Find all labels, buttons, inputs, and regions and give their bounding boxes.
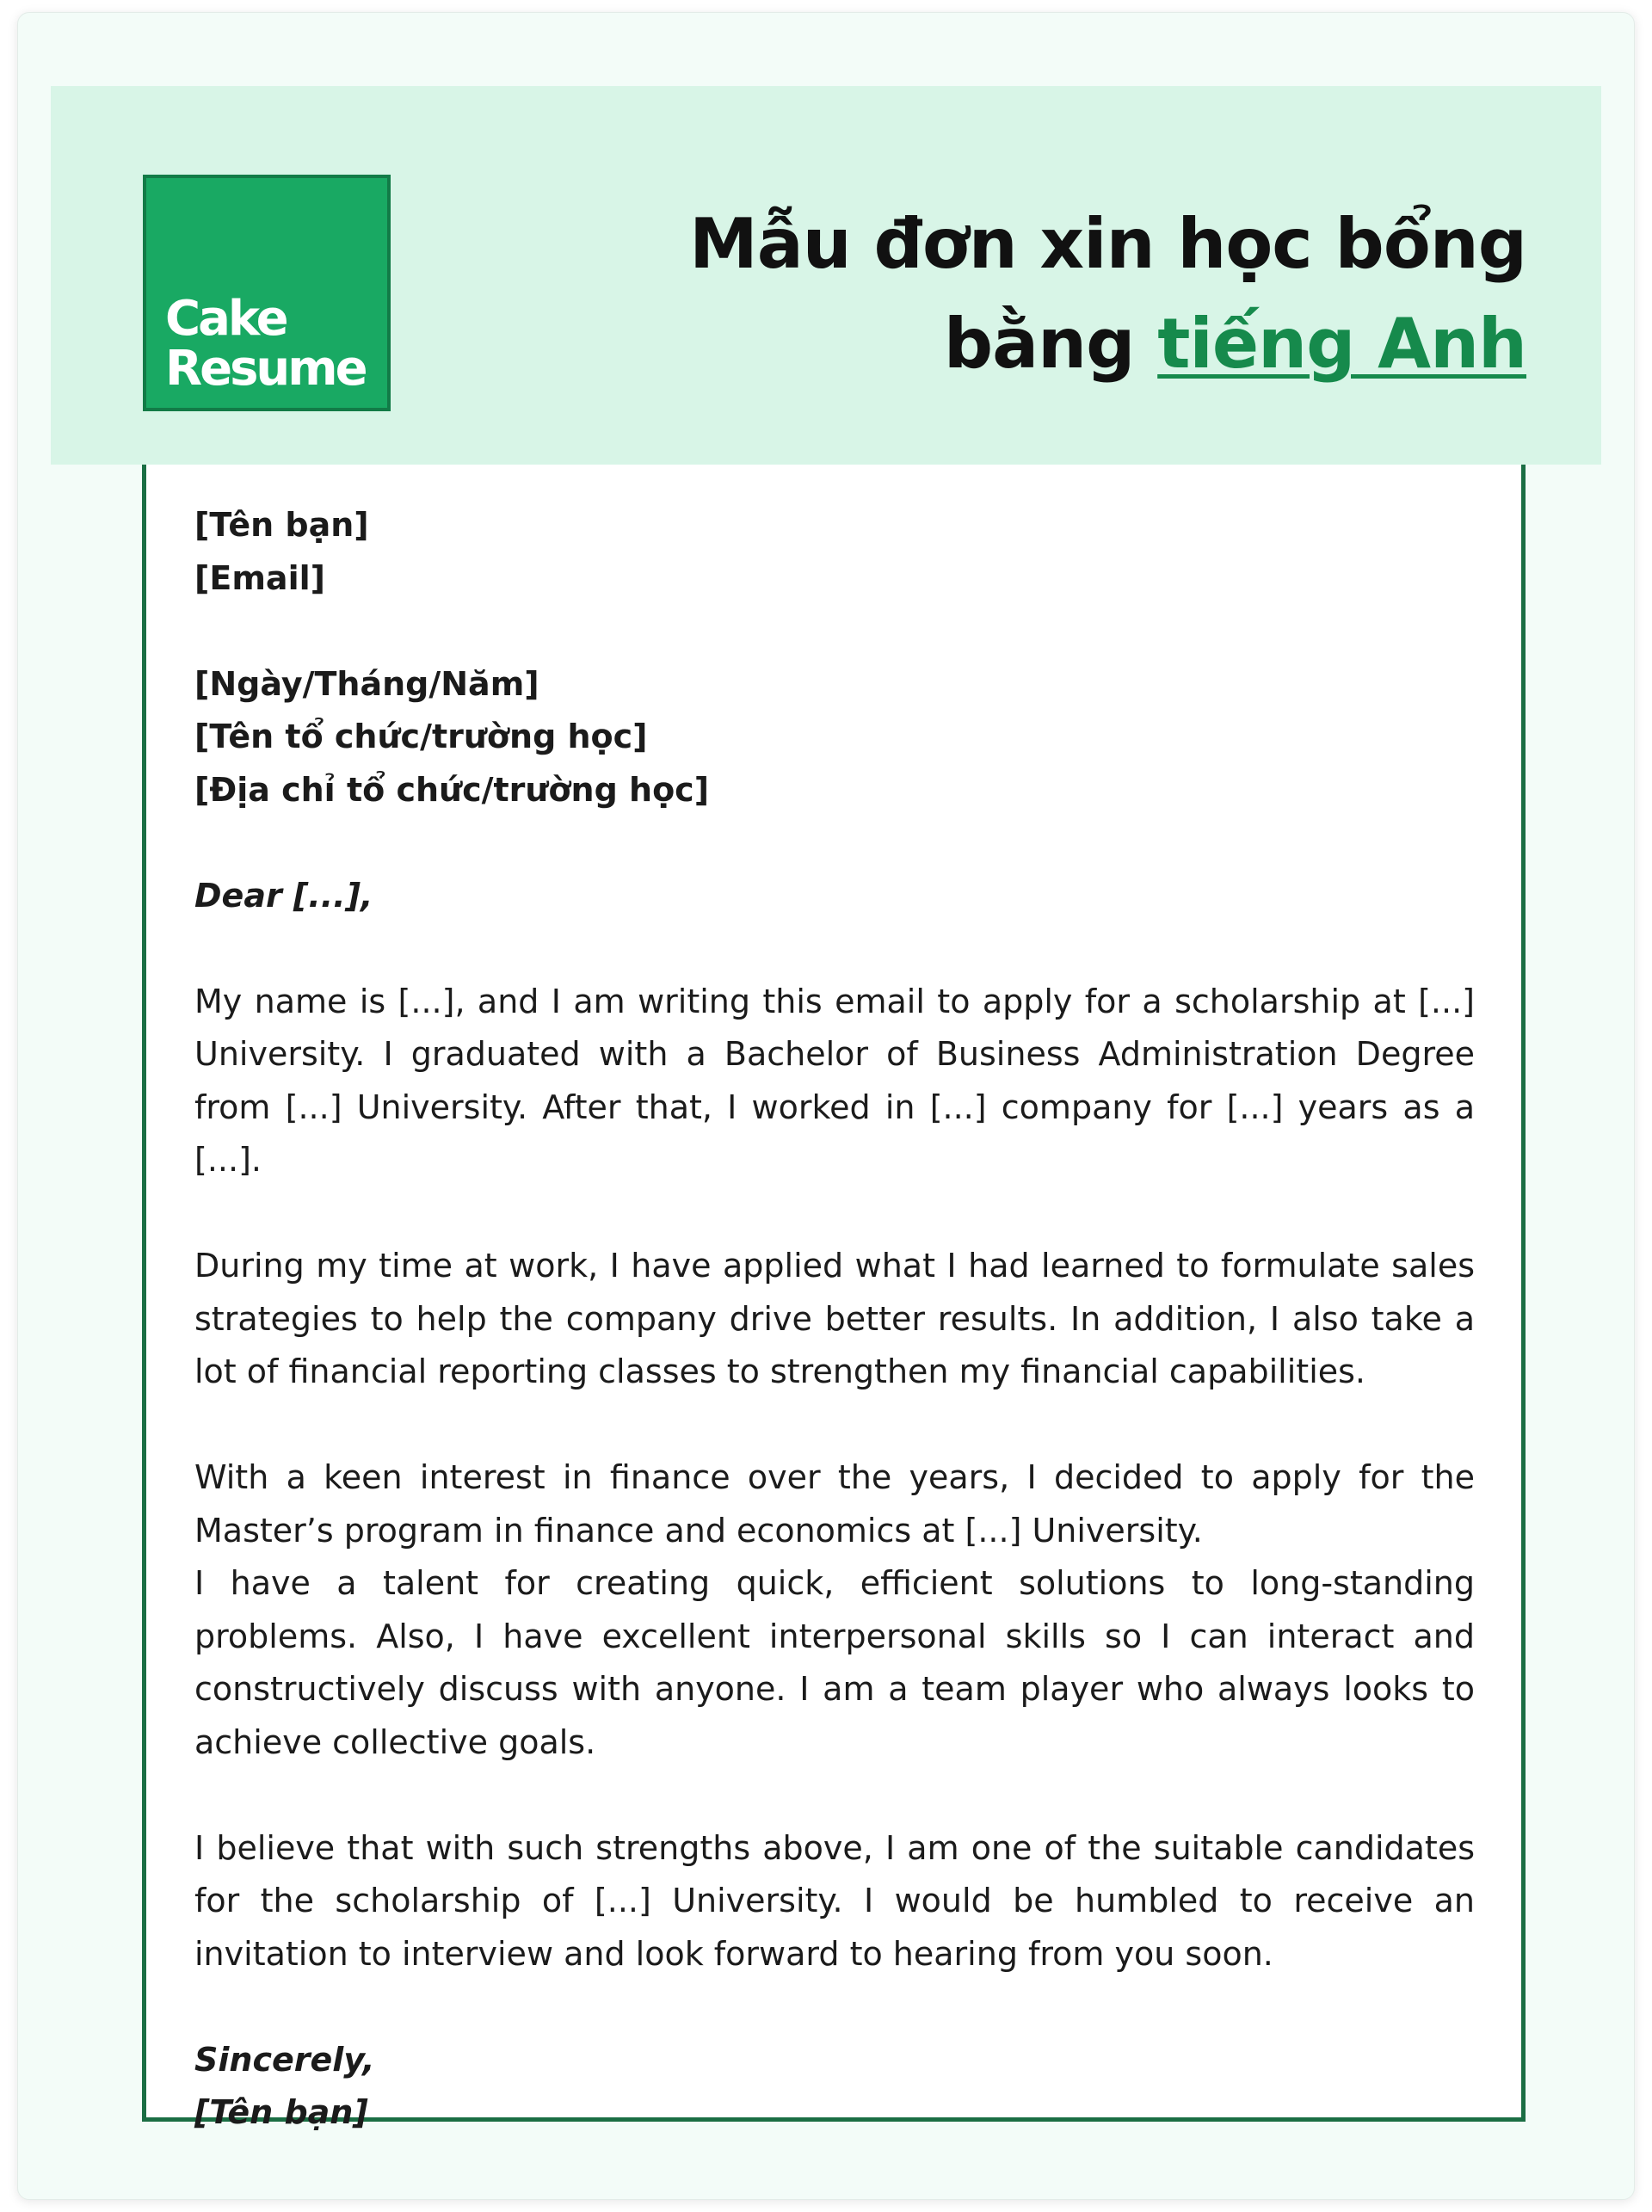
title-line-2-prefix: bằng xyxy=(943,304,1158,384)
closing: Sincerely, xyxy=(194,2040,375,2079)
letter-content xyxy=(194,499,1475,2140)
recipient-organization: [Tên tổ chức/trường học] xyxy=(194,718,648,755)
salutation: Dear [...], xyxy=(194,876,373,915)
paragraph-skills: I have a talent for creating quick, efficient solutions to long-standing problems. Also, I have excellent interpersonal skills so I can interact and constructively discuss with anyone. I am a team player who always looks to achieve collective goals. xyxy=(194,1564,1475,1761)
cakeresume-logo xyxy=(143,175,391,411)
sender-name: [Tên bạn] xyxy=(194,506,369,544)
signature: [Tên bạn] xyxy=(194,2093,368,2131)
paragraph-conclusion: I believe that with such strengths above, I am one of the suitable candidates for the scholarship of [...] University. I would be humbled to receive an invitation to interview and look forward to hearing from you soon. xyxy=(194,1828,1475,1973)
title-accent-link[interactable]: tiếng Anh xyxy=(1157,304,1526,384)
page-title xyxy=(580,194,1526,394)
recipient-address: [Địa chỉ tổ chức/trường học] xyxy=(194,770,710,809)
title-line-2 xyxy=(580,294,1526,394)
sender-email: [Email] xyxy=(194,558,325,597)
paragraph-experience: During my time at work, I have applied what I had learned to formulate sales strategies to help the company drive better results. In addition, I also take a lot of financial reporting classes to strengthen my financial capabilities. xyxy=(194,1247,1475,1390)
paragraph-intro: My name is [...], and I am writing this email to apply for a scholarship at [...] University. I graduated with a Bachelor of Business Administration Degree from [...] University. After that, I worked in [...] company for [...] years as a [...]. xyxy=(194,982,1475,1179)
title-line-1: Mẫu đơn xin học bổng xyxy=(689,204,1526,284)
logo-line-cake: Cake xyxy=(165,291,287,347)
logo-line-resume: Resume xyxy=(165,341,366,397)
paragraph-interest: With a keen interest in finance over the years, I decided to apply for the Master’s program in finance and economics at [...] University. xyxy=(194,1458,1475,1550)
logo-wordmark xyxy=(165,291,366,397)
letter-date: [Ngày/Tháng/Năm] xyxy=(194,664,539,703)
